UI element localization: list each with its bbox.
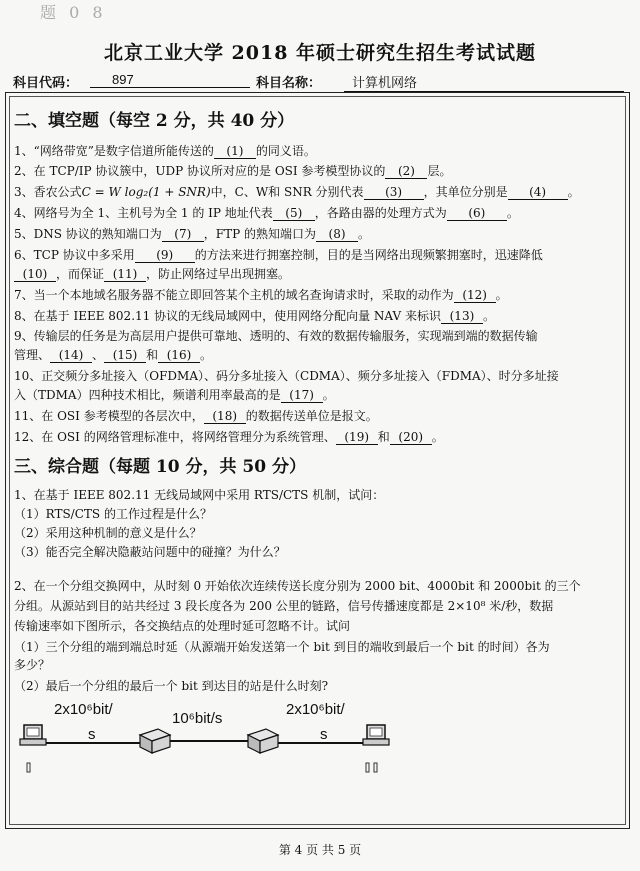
question-6-line1: 6、TCP 协议中多采用 (9) 的方法来进行拥塞控制，目的是当网络出现频繁拥塞时，迅速降低 [14,248,543,262]
switch-2-icon [248,729,278,753]
problem1-line: 1、在基于 IEEE 802.11 无线局域网中采用 RTS/CTS 机制，试问： [14,488,385,502]
question-7: 7、当一个本地域名服务器不能立即回答某个主机的域名查询请求时，采取的动作为 (12) 。 [14,288,508,302]
subject-code-label: 科目代码： [13,76,79,91]
problem2-line: （1）三个分组的端到端总时延（从源端开始发送第一个 bit 到目的端收到最后一个 bit 的时间）各为 [14,640,550,654]
question-10-line1: 10、正交频分多址接入（OFDMA）、码分多址接入（CDMA）、频分多址接入（FDMA）、时分多址接 [14,369,559,383]
question-9-line2: 管理、 (14) 、 (15) 和 (16) 。 [14,348,213,362]
question-11: 11、在 OSI 参考模型的各层次中， (18) 的数据传送单位是报文。 [14,409,378,423]
problem2-line: 分组。从源站到目的站共经过 3 段长度各为 200 公里的链路，信号传播速度都是 2×10⁸ 米/秒，数据 [14,599,554,613]
source-node-mark [27,763,30,772]
switch-1-icon [140,729,170,753]
link3-rate-label: 2x10⁶bit/ [286,701,345,718]
question-1: 1、“网络带宽”是数字信道所能传送的 (1) 的同义语。 [14,144,316,158]
source-computer-icon [20,725,46,745]
page-footer: 第 4 页 共 5 页 [278,843,362,857]
subject-code-value: 897 [90,72,250,88]
problem1-line: （2）采用这种机制的意义是什么？ [14,526,202,540]
problem2-line: （2）最后一个分组的最后一个 bit 到达目的站是什么时刻? [14,679,329,693]
question-6-line2: (10) ，而保证 (11) ，防止网络过早出现拥塞。 [14,265,290,283]
question-5: 5、DNS 协议的熟知端口为 (7) ，FTP 的熟知端口为 (8) 。 [14,227,371,241]
problem2-line: 传输速率如下图所示，各交换结点的处理时延可忽略不计。试问 [14,619,351,633]
section3-title: 三、综合题（每题 10 分，共 50 分） [14,457,306,477]
link3-rate-unit: s [320,726,328,743]
problem2-line: 2、在一个分组交换网中，从时刻 0 开始依次连续传送长度分别为 2000 bit、4000bit 和 2000bit 的三个 [14,579,581,593]
destination-node-mark [366,763,369,772]
section2-title: 二、填空题（每空 2 分，共 40 分） [14,111,295,131]
question-10-line2: 入（TDMA）四种技术相比，频谱利用率最高的是 (17) 。 [14,388,335,402]
question-3: 3、香农公式C = W log₂(1 + SNR)中，C、W和 SNR 分别代表 (3) ，其单位分别是 (4) 。 [14,185,580,199]
link1-rate-unit: s [88,726,96,743]
destination-computer-icon [363,725,389,745]
link2-rate-label: 10⁶bit/s [172,710,223,727]
subject-name-value: 计算机网络 [344,72,624,92]
question-8: 8、在基于 IEEE 802.11 协议的无线局域网中，使用网络分配向量 NAV 来标识 (13) 。 [14,309,495,323]
link1-rate-label: 2x10⁶bit/ [54,701,113,718]
question-9-line1: 9、传输层的任务是为高层用户提供可靠地、透明的、有效的数据传输服务，实现端到端的数据传输 [14,329,538,343]
question-4: 4、网络号为全 1、主机号为全 1 的 IP 地址代表 (5) ，各路由器的处理方式为 (6) 。 [14,206,519,220]
exam-title: 北京工业大学 2018 年硕士研究生招生考试试题 [103,42,537,64]
question-2: 2、在 TCP/IP 协议簇中，UDP 协议所对应的是 OSI 参考模型协议的 (2) 层。 [14,164,452,178]
subject-name-label: 科目名称： [256,76,322,91]
destination-node-mark [374,763,377,772]
problem1-line: （3）能否完全解决隐蔽站问题中的碰撞？为什么？ [14,545,286,559]
question-12: 12、在 OSI 的网络管理标准中，将网络管理分为系统管理、 (19) 和 (20) 。 [14,430,444,444]
problem2-line: 多少？ [14,658,51,672]
corner-mark: 题 0 8 [40,3,107,22]
problem1-line: （1）RTS/CTS 的工作过程是什么？ [14,507,212,521]
shannon-formula: C = W log₂(1 + SNR) [81,185,211,199]
